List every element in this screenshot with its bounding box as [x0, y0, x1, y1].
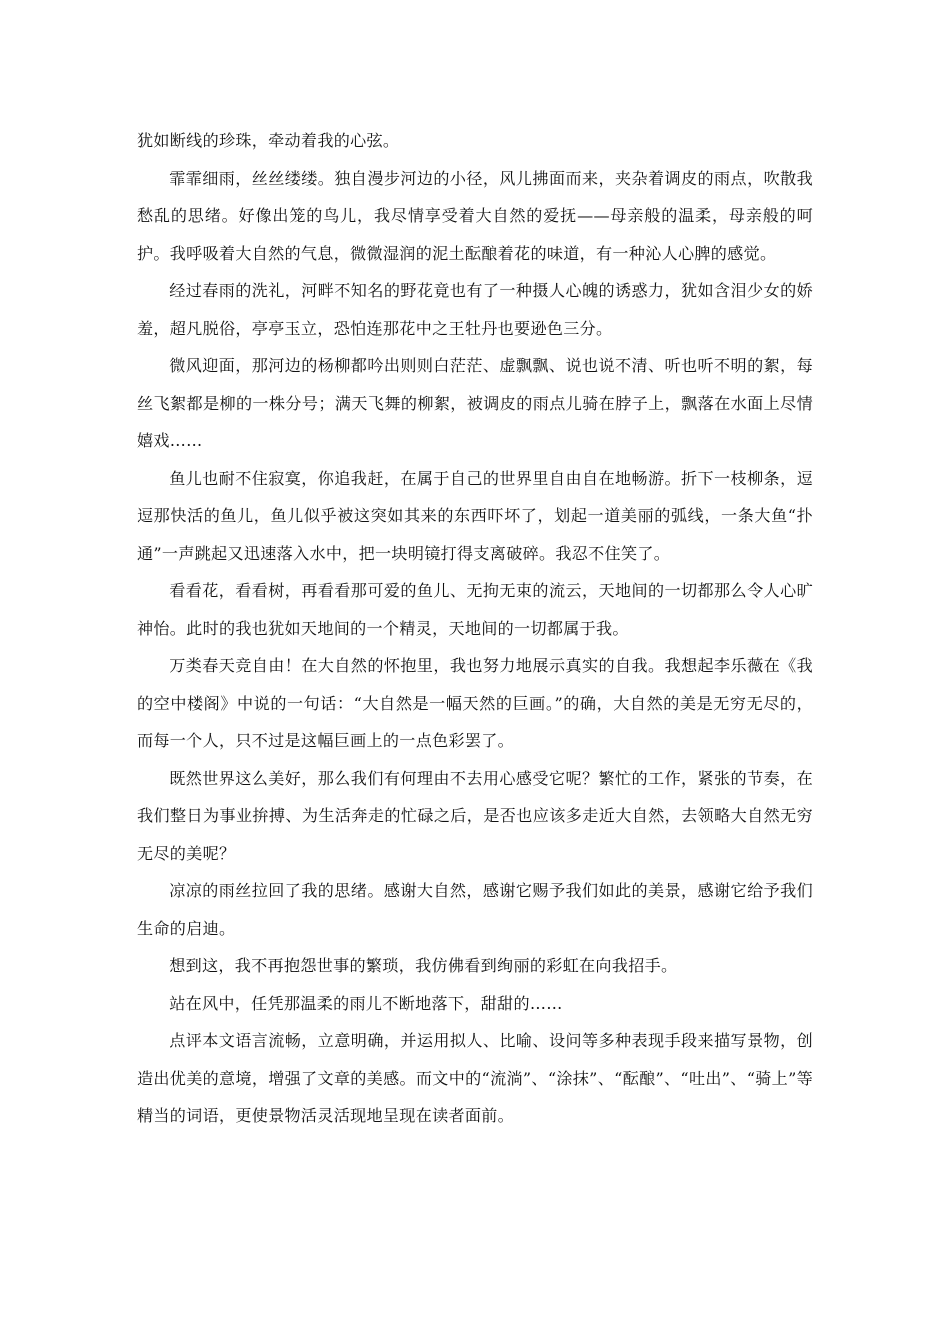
paragraph: 看看花，看看树，再看看那可爱的鱼儿、无拘无束的流云，天地间的一切都那么令人心旷神怡。此时的我也犹如天地间的一个精灵，天地间的一切都属于我。 — [137, 581, 813, 638]
paragraph: 鱼儿也耐不住寂寞，你追我赶，在属于自己的世界里自由自在地畅游。折下一枝柳条，逗逗那快活的鱼儿，鱼儿似乎被这突如其来的东西吓坏了，划起一道美丽的弧线，一条大鱼“扑通”一声跳起又迅速落入水中，把一块明镜打得支离破碎。我忍不住笑了。 — [137, 468, 813, 563]
paragraph: 经过春雨的洗礼，河畔不知名的野花竟也有了一种摄人心魄的诱惑力，犹如含泪少女的娇羞，超凡脱俗，亭亭玉立，恐怕连那花中之王牡丹也要逊色三分。 — [137, 281, 813, 338]
paragraph: 犹如断线的珍珠，牵动着我的心弦。 — [137, 131, 400, 150]
paragraph: 既然世界这么美好，那么我们有何理由不去用心感受它呢？繁忙的工作，紧张的节奏，在我们整日为事业拚搏、为生活奔走的忙碌之后，是否也应该多走近大自然，去领略大自然无穷无尽的美呢？ — [137, 768, 813, 863]
paragraph: 凉凉的雨丝拉回了我的思绪。感谢大自然，感谢它赐予我们如此的美景，感谢它给予我们生命的启迪。 — [137, 881, 813, 938]
paragraph: 万类春天竞自由！在大自然的怀抱里，我也努力地展示真实的自我。我想起李乐薇在《我的空中楼阁》中说的一句话：“大自然是一幅天然的巨画。”的确，大自然的美是无穷无尽的，而每一个人，只不过是这幅巨画上的一点色彩罢了。 — [137, 656, 813, 750]
paragraph: 霏霏细雨，丝丝缕缕。独自漫步河边的小径，风儿拂面而来，夹杂着调皮的雨点，吹散我愁乱的思绪。好像出笼的鸟儿，我尽情享受着大自然的爱抚——母亲般的温柔，母亲般的呵护。我呼吸着大自然的气息，微微湿润的泥土酝酿着花的味道，有一种沁人心脾的感觉。 — [137, 168, 813, 263]
paragraph: 微风迎面，那河边的杨柳都吟出则则白茫茫、虚飘飘、说也说不清、听也听不明的絮，每丝飞絮都是柳的一株分号；满天飞舞的柳絮，被调皮的雨点儿骑在脖子上，飘落在水面上尽情嬉戏…… — [137, 356, 813, 450]
paragraph: 想到这，我不再抱怨世事的繁琐，我仿佛看到绚丽的彩虹在向我招手。 — [169, 956, 678, 975]
paragraph: 站在风中，任凭那温柔的雨儿不断地落下，甜甜的…… — [169, 993, 563, 1013]
document-body — [137, 122, 813, 1135]
paragraph-commentary: 点评本文语言流畅，立意明确，并运用拟人、比喻、设问等多种表现手段来描写景物，创造出优美的意境，增强了文章的美感。而文中的“流淌”、“涂抹”、“酝酿”、“吐出”、“骑上”等精当的词语，更使景物活灵活现地呈现在读者面前。 — [137, 1031, 813, 1125]
